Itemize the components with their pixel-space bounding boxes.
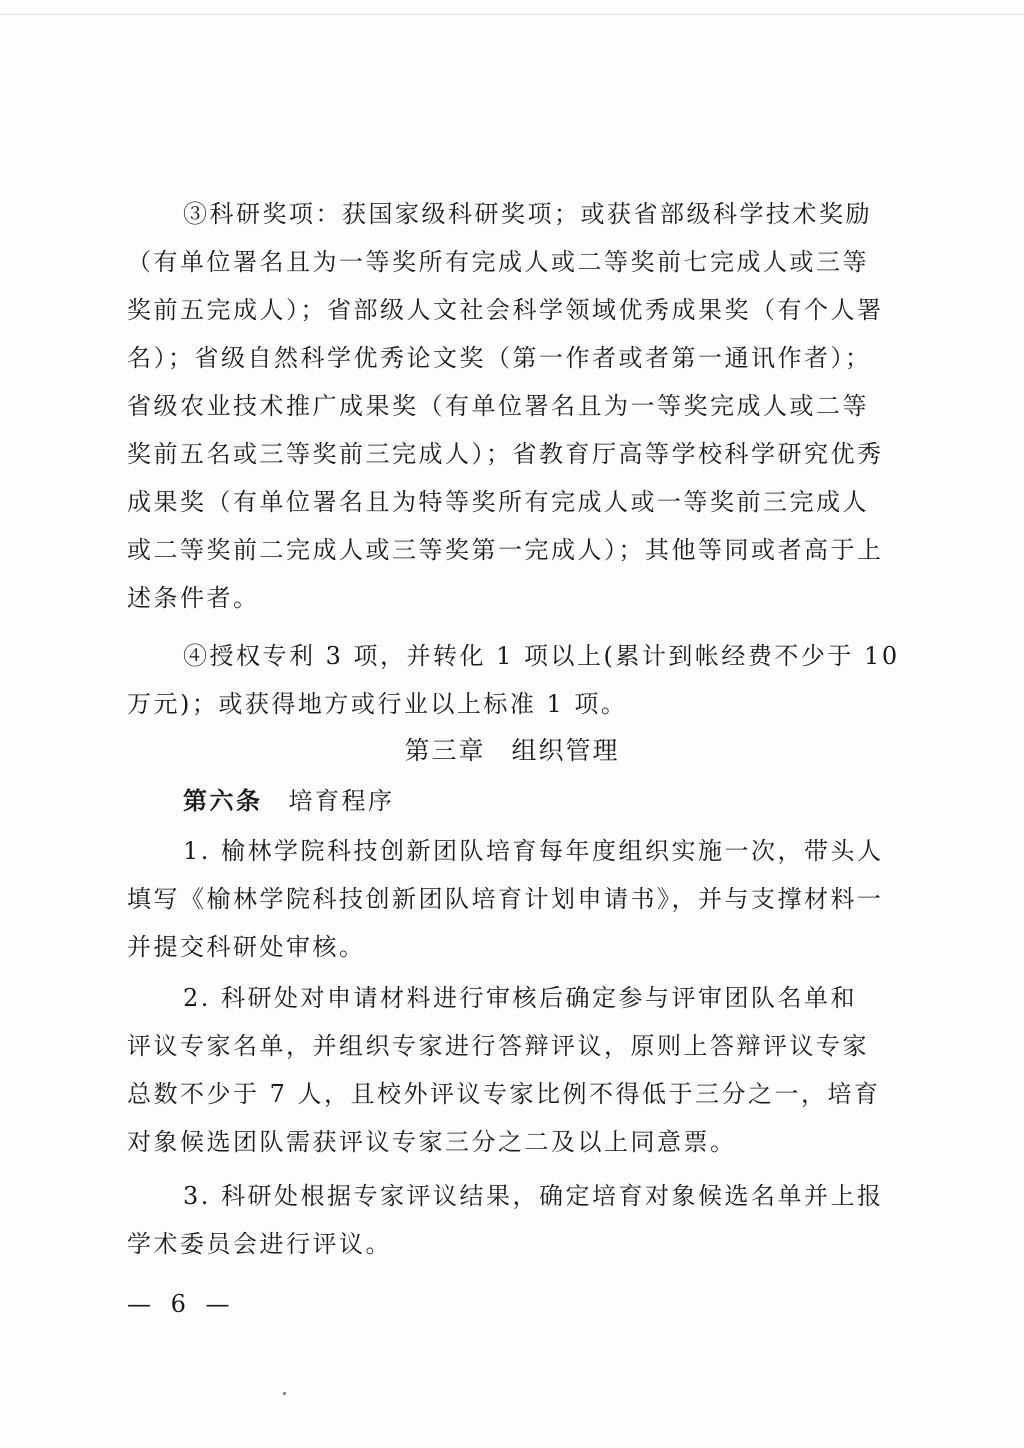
text-line: 并提交科研处审核。 — [127, 933, 366, 961]
text-line: 对象候选团队需获评议专家三分之二及以上同意票。 — [127, 1128, 737, 1156]
article-heading — [127, 777, 891, 825]
text-line: 名）；省级自然科学优秀论文奖（第一作者或者第一通讯作者）； — [127, 344, 872, 372]
text-line: 或二等奖前二完成人或三等奖第一完成人）；其他等同或者高于上 — [127, 536, 884, 564]
chapter-title: 组织管理 — [511, 736, 620, 765]
chapter-number: 第三章 — [404, 736, 486, 765]
article-label: 第六条 — [183, 787, 263, 815]
article-title: 培育程序 — [288, 787, 395, 815]
procedure-item-2 — [127, 974, 891, 1166]
text-line: 万元)；或获得地方或行业以上标准 1 项。 — [127, 690, 628, 718]
text-line: 总数不少于 7 人，且校外评议专家比例不得低于三分之一，培育 — [127, 1080, 881, 1108]
text-line: 评议专家名单，并组织专家进行答辩评议，原则上答辩评议专家 — [127, 1032, 869, 1060]
paragraph-research-awards — [127, 190, 891, 622]
text-line: ③科研奖项：获国家级科研奖项；或获省部级科学技术奖励 — [183, 200, 872, 228]
chapter-heading — [0, 726, 1024, 776]
scan-speck — [283, 1392, 286, 1395]
text-line: 成果奖（有单位署名且为特等奖所有完成人或一等奖前三完成人 — [127, 488, 869, 516]
text-line: 2. 科研处对申请材料进行审核后确定参与评审团队名单和 — [183, 984, 858, 1012]
text-line: 述条件者。 — [127, 584, 260, 612]
paragraph-patents — [127, 632, 900, 728]
text-line: 学术委员会进行评议。 — [127, 1230, 392, 1258]
procedure-item-1 — [127, 827, 891, 971]
text-line: 填写《榆林学院科技创新团队培育计划申请书》，并与支撑材料一 — [127, 885, 884, 913]
text-line: 3. 科研处根据专家评议结果，确定培育对象候选名单并上报 — [183, 1182, 884, 1210]
text-line: 1. 榆林学院科技创新团队培育每年度组织实施一次，带头人 — [183, 837, 884, 865]
text-line: 省级农业技术推广成果奖（有单位署名且为一等奖完成人或二等 — [127, 392, 869, 420]
text-line: ④授权专利 3 项，并转化 1 项以上(累计到帐经费不少于 10 — [183, 642, 900, 670]
procedure-item-3 — [127, 1172, 891, 1268]
page-top-edge — [0, 14, 1024, 15]
text-line: 奖前五名或三等奖前三完成人）；省教育厅高等学校科学研究优秀 — [127, 440, 884, 468]
text-line: 奖前五完成人）；省部级人文社会科学领域优秀成果奖（有个人署 — [127, 296, 884, 324]
page-number: — 6 — — [127, 1290, 236, 1318]
text-line: （有单位署名且为一等奖所有完成人或二等奖前七完成人或三等 — [127, 248, 869, 276]
